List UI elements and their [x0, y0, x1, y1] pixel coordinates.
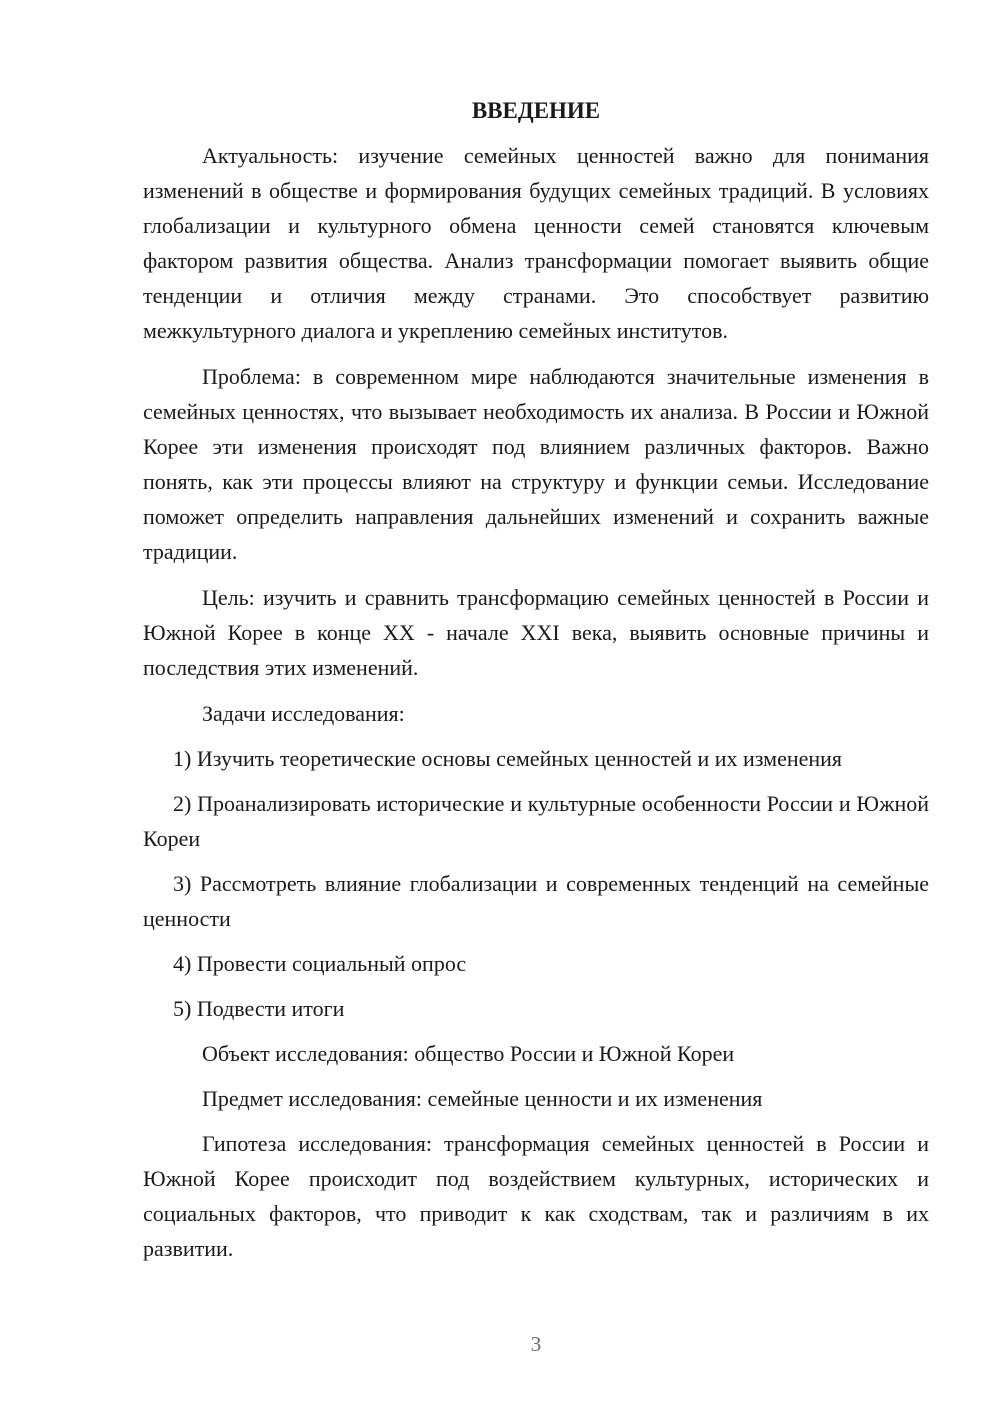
object-paragraph: Объект исследования: общество России и Южной Кореи	[202, 1041, 735, 1066]
page-number: 3	[530, 1332, 542, 1356]
subject-paragraph: Предмет исследования: семейные ценности и их изменения	[202, 1086, 763, 1111]
page-title: ВВЕДЕНИЕ	[471, 98, 601, 123]
relevance-paragraph: Актуальность: изучение семейных ценностей важно для понимания изменений в обществе и формирования будущих семейных традиций. В условиях глобализации и культурного обмена ценности семей становятся ключевым фактором развития общества. Анализ трансформации помогает выявить общие тенденции и отличия между странами. Это способствует развитию межкультурного диалога и укреплению семейных институтов.	[143, 143, 929, 343]
page-body	[143, 96, 929, 1277]
task-item: 5) Подвести итоги	[173, 996, 345, 1021]
tasks-heading: Задачи исследования:	[202, 701, 405, 726]
problem-paragraph: Проблема: в современном мире наблюдаются значительные изменения в семейных ценностях, что вызывает необходимость их анализа. В России и Южной Корее эти изменения происходят под влиянием различных факторов. Важно понять, как эти процессы влияют на структуру и функции семьи. Исследование поможет определить направления дальнейших изменений и сохранить важные традиции.	[143, 364, 929, 564]
task-item: 4) Провести социальный опрос	[173, 951, 467, 976]
hypothesis-paragraph: Гипотеза исследования: трансформация семейных ценностей в России и Южной Корее происходит под воздействием культурных, исторических и социальных факторов, что приводит к как сходствам, так и различиям в их развитии.	[143, 1131, 929, 1261]
goal-paragraph: Цель: изучить и сравнить трансформацию семейных ценностей в России и Южной Корее в конце XX - начале XXI века, выявить основные причины и последствия этих изменений.	[143, 585, 929, 680]
task-item: 2) Проанализировать исторические и культурные особенности России и Южной Кореи	[143, 791, 929, 851]
task-item: 3) Рассмотреть влияние глобализации и современных тенденций на семейные ценности	[143, 871, 929, 931]
task-item: 1) Изучить теоретические основы семейных ценностей и их изменения	[173, 746, 843, 771]
